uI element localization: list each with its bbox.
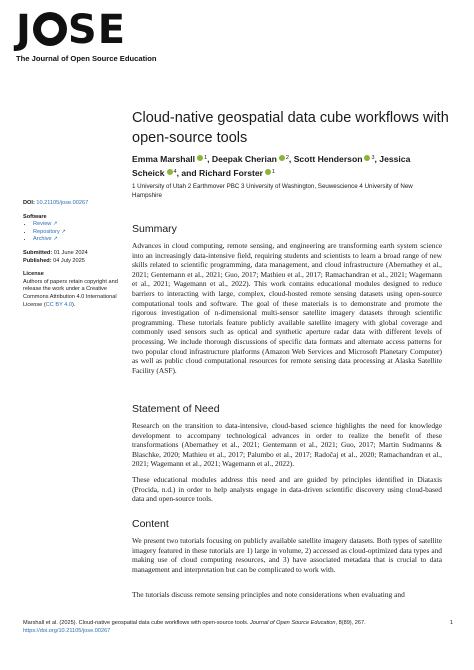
summary-paragraph: Advances in cloud computing, remote sensing, and engineering are transforming earth system science into an increasingly data-intensive field, requiring students and scientists to learn a broad range of new skills related to scientific programming, data management, and cloud infrastructure (Abernathey et al., 2021; Gentemann et al., 2021; Guo, 2017; Mathieu et al., 2017; Ramachandran et al., 2021; Wagemann et al., 2021; Wagemann et al., 2022). This work contains educational modules designed to reduce barriers to interacting with large, complex, cloud-hosted remote sensing datasets using open-source computational tools and software. The goal of these materials is to demonstrate and promote the rigorous investigation of n-dimensional multi-sensor satellite imagery datasets through scientific programming. These tutorials feature publicly available satellite imagery with global coverage and commonly used sensors such as optical and synthetic aperture radar data with different levels of processing. We include thorough discussions of specific data formats and alternate access patterns for two popular cloud infrastructure platforms (Amazon Web Services and Microsoft Planetary Computer) as well as public cloud computational resources for remote sensing data processing at Alaska Satellite Facility (ASF). bbox=[132, 241, 442, 375]
page-number: 1 bbox=[449, 620, 453, 626]
sidebar bbox=[23, 200, 128, 315]
license-block: License Authors of papers retain copyright and release the work under a Creative Commons Attribution 4.0 International License (CC BY 4.0). bbox=[23, 271, 118, 308]
content-paragraph-1: We present two tutorials focusing on publicly available satellite imagery datasets. Both types of satellite imagery featured in these tutorials are 1) large in volume, 2) accessed as cloud-optimized data types and making use of cloud computing resources, and 3) have associated metadata that is crucial to data management and interpretation but can be complicated to work with. bbox=[132, 536, 442, 574]
paper-title: Cloud-native geospatial data cube workflows with open-source tools bbox=[132, 110, 449, 146]
license-text: Authors of papers retain copyright and release the work under a Creative Commons Attribution 4.0 International License ( bbox=[23, 278, 118, 308]
author-name: , Deepak Cherian bbox=[207, 154, 277, 164]
summary-heading: Summary bbox=[132, 223, 177, 235]
repository-link[interactable]: Repository ↗ bbox=[33, 228, 66, 235]
page-footer: Marshall et al. (2025). Cloud-native geospatial data cube workflows with open-source tools. Journal of Open Source Education, 8(89), 267. https://doi.org/10.21105/jose.00267 1 bbox=[23, 620, 453, 634]
jose-logo bbox=[16, 8, 186, 68]
archive-link[interactable]: Archive ↗ bbox=[33, 236, 58, 243]
author-name: , and Richard Forster bbox=[176, 167, 263, 178]
logo-wordmark: J SE bbox=[16, 7, 127, 53]
review-link[interactable]: Review ↗ bbox=[33, 221, 58, 228]
affiliations: 1 University of Utah 2 Earthmover PBC 3 University of Washington, Seuwescience 4 University of New Hampshire bbox=[132, 183, 413, 199]
license-label: License bbox=[23, 271, 44, 278]
need-heading: Statement of Need bbox=[132, 403, 220, 415]
orcid-icon[interactable] bbox=[197, 155, 203, 161]
orcid-icon[interactable] bbox=[364, 155, 370, 161]
footer-doi-link[interactable]: https://doi.org/10.21105/jose.00267 bbox=[23, 628, 111, 634]
content-paragraph-2: The tutorials discuss remote sensing principles and note considerations when evaluating and bbox=[132, 590, 405, 599]
need-paragraph-2: These educational modules address this need and are guided by principles identified in Diataxis (Procida, n.d.) in order to help analysts engage in data-driven scientific discovery using cloud-based data and open-source tools. bbox=[132, 475, 442, 504]
doi-link[interactable]: 10.21105/jose.00267 bbox=[36, 200, 89, 206]
logo-subtitle: The Journal of Open Source Education bbox=[16, 54, 157, 63]
author-name: Emma Marshall bbox=[132, 154, 196, 164]
content-heading: Content bbox=[132, 518, 169, 530]
orcid-icon[interactable] bbox=[167, 169, 173, 175]
author-list: Emma Marshall $^1$, Deepak Cherian $^2$, Scott Henderson $^3$, Jessica Scheick $^4$, and Richard Forster $^1$ bbox=[132, 154, 411, 178]
author-name: , Jessica bbox=[374, 154, 411, 164]
author-name: , Scott Henderson bbox=[288, 154, 363, 164]
orcid-icon[interactable] bbox=[265, 169, 271, 175]
author-name: Scheick bbox=[132, 167, 165, 178]
doi-block: DOI: 10.21105/jose.00267 bbox=[23, 200, 89, 206]
need-paragraph-1: Research on the transition to data-intensive, cloud-based science highlights the need for knowledge development to accompany technological advances in order to realize the benefit of these transformations (Abernathey et al., 2021; Gentemann et al., 2021; Guo, 2017; Martin Sudmanns & Blaschke, 2020; Mathieu et al., 2017; Palumbo et al., 2017; Radočaj et al., 2020; Ramachandran et al., 2021; Wagemann et al., 2021; Wagemann et al., 2022). bbox=[132, 421, 442, 469]
orcid-icon[interactable] bbox=[279, 155, 285, 161]
software-label: Software bbox=[23, 213, 47, 220]
logo-circle-icon bbox=[33, 12, 67, 46]
published-date: 04 July 2025 bbox=[53, 257, 85, 264]
footer-journal: Journal of Open Source Education bbox=[249, 620, 336, 626]
software-block bbox=[23, 214, 128, 244]
footer-citation: Marshall et al. (2025). Cloud-native geospatial data cube workflows with open-source tools. bbox=[23, 620, 249, 626]
dates-block: Submitted: 01 June 2024 Published: 04 July 2025 bbox=[23, 249, 88, 264]
submitted-date: 01 June 2024 bbox=[53, 249, 88, 256]
license-link[interactable]: CC BY 4.0 bbox=[45, 301, 73, 308]
